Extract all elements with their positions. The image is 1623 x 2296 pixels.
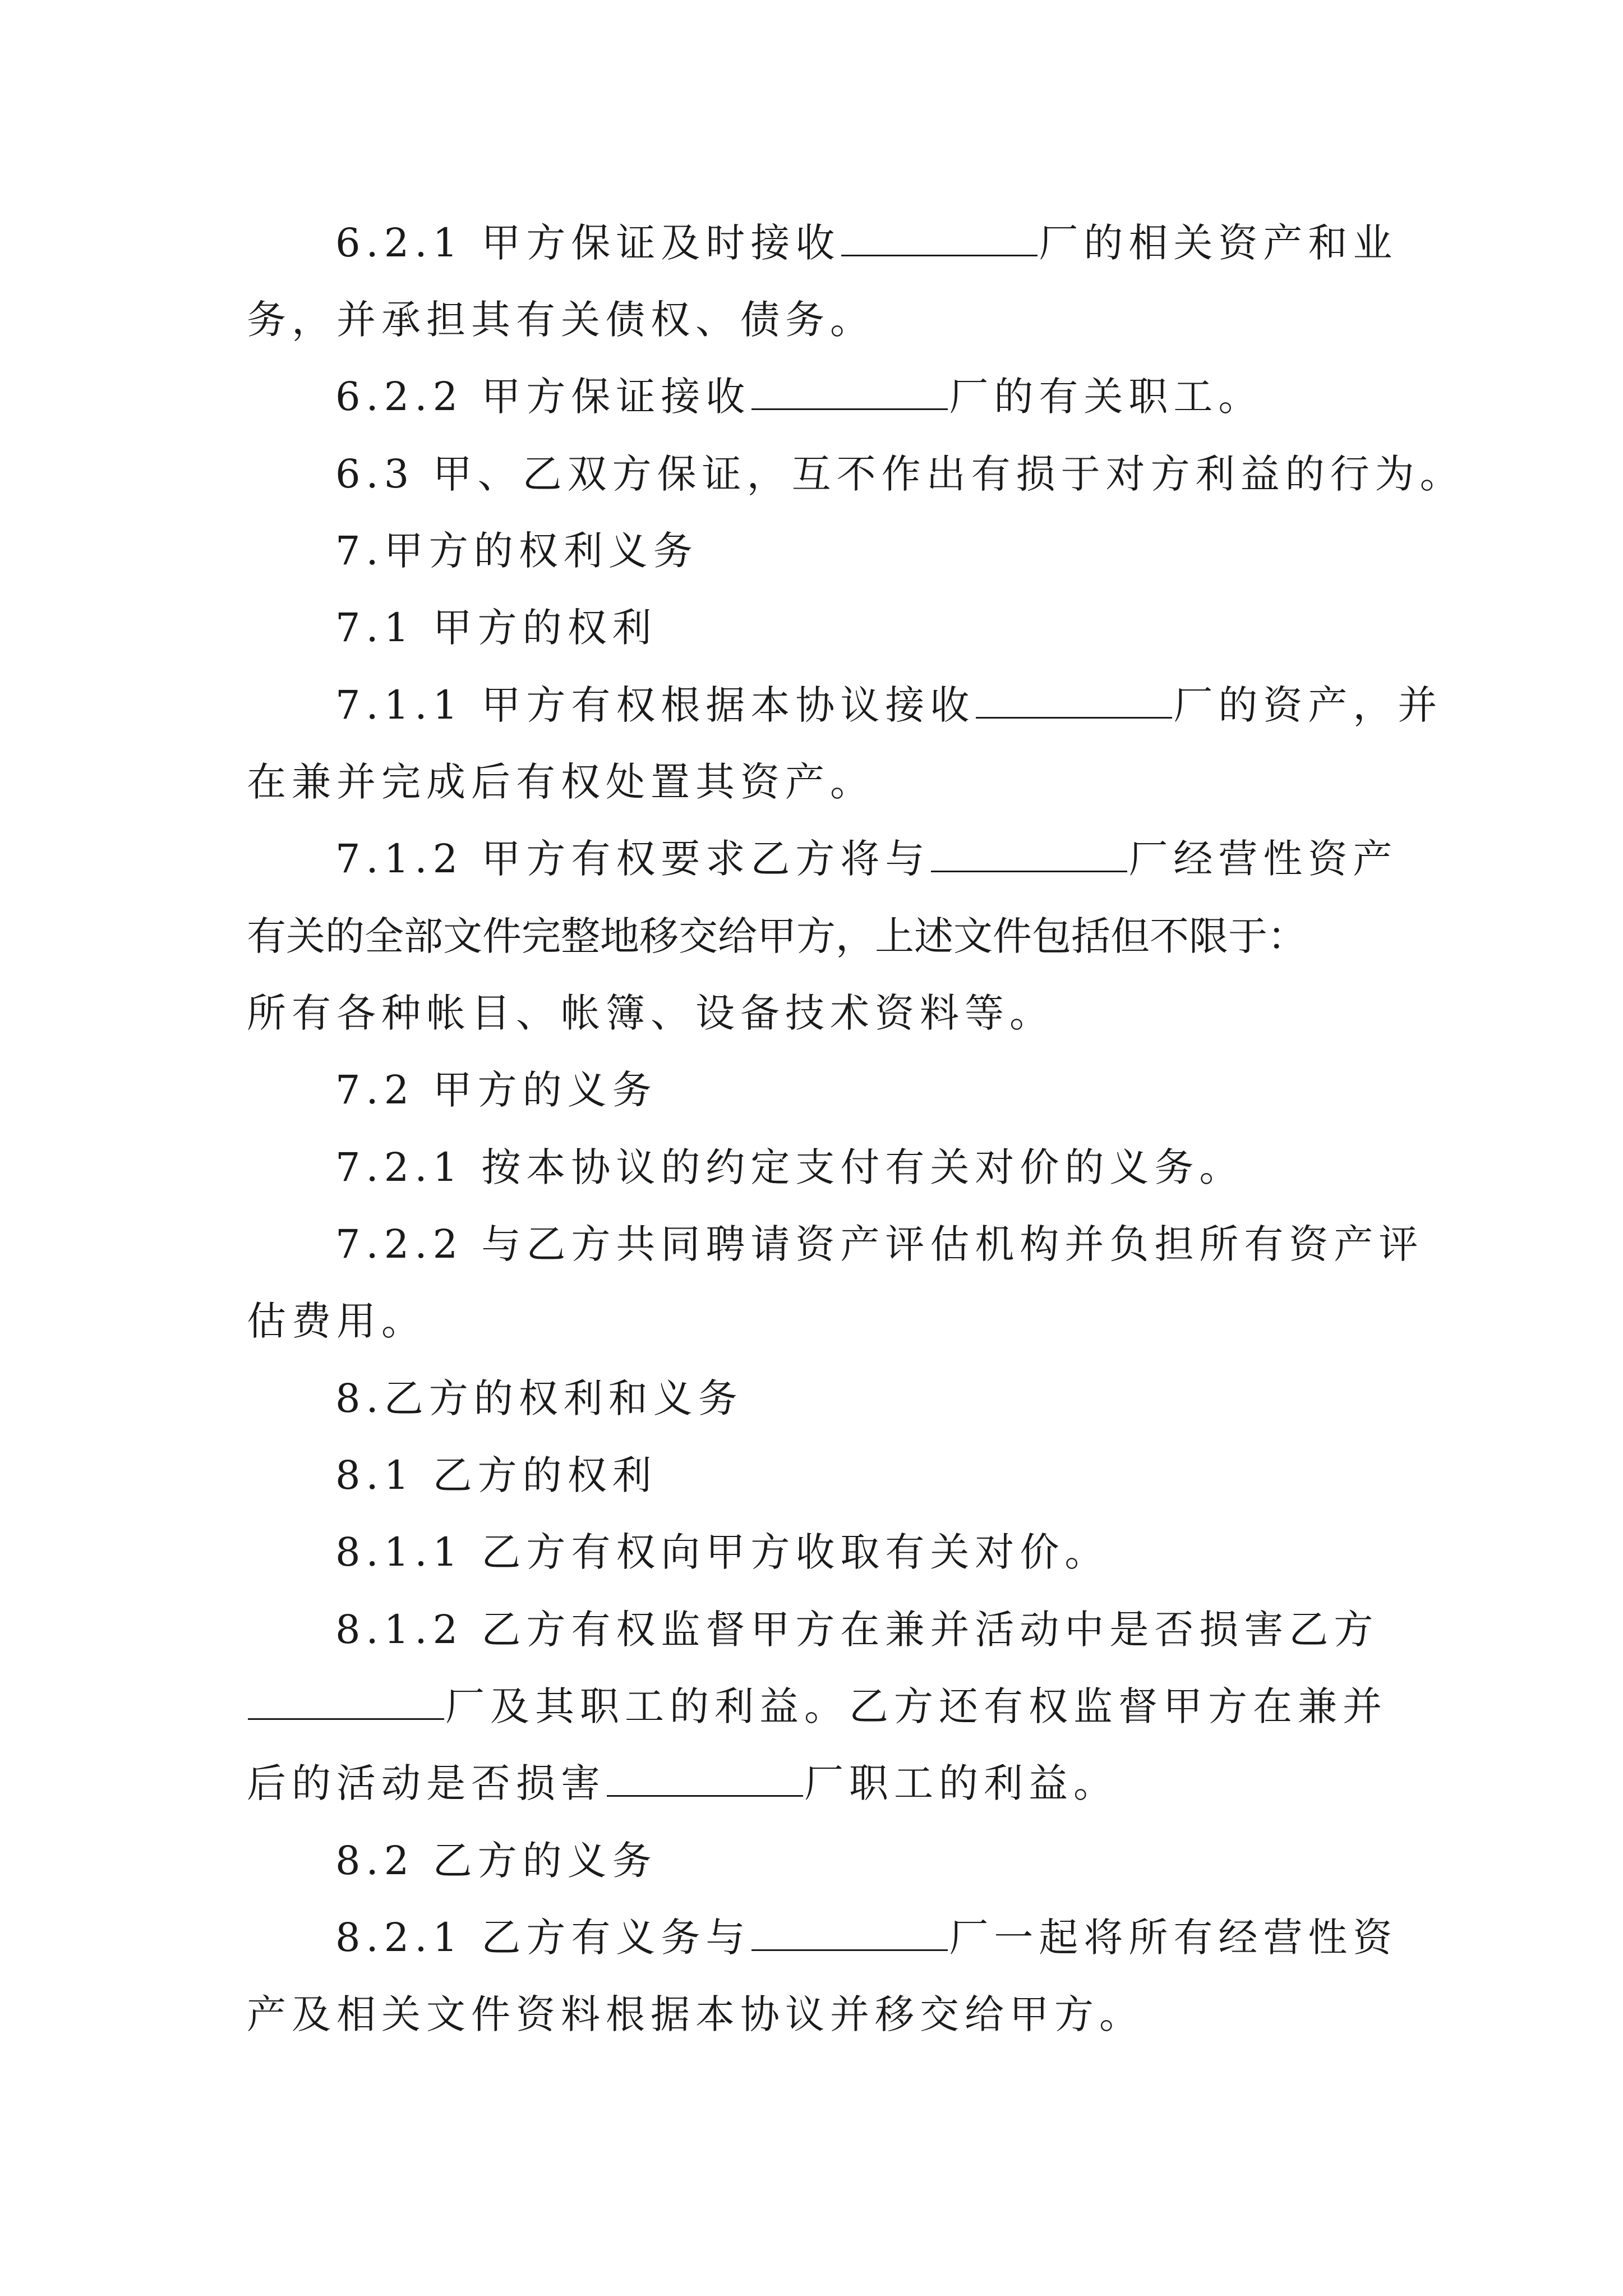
text-segment: 7.2.1 按本协议的约定支付有关对价的义务。 xyxy=(335,1144,1244,1190)
text-segment: 厂的资产，并 xyxy=(1173,682,1443,728)
line-8-1-2-cont xyxy=(0,1676,1623,1737)
text-segment: 8.2.1 乙方有义务与 xyxy=(335,1915,751,1961)
heading-7-1 xyxy=(0,597,1623,659)
text-segment: 8.1.1 乙方有权向甲方收取有关对价。 xyxy=(335,1529,1110,1575)
line-7-1-1-cont xyxy=(0,751,1623,813)
heading-8-2 xyxy=(0,1830,1623,1892)
text-segment: 估费用。 xyxy=(247,1298,426,1344)
heading-7 xyxy=(0,520,1623,582)
text-segment: 6.2.1 甲方保证及时接收 xyxy=(335,220,841,266)
heading-8 xyxy=(0,1368,1623,1429)
text-segment: 6.3 甲、乙双方保证，互不作出有损于对方利益的行为。 xyxy=(335,451,1465,497)
line-8-1-2 xyxy=(0,1599,1623,1660)
fill-blank xyxy=(751,1916,948,1951)
text-segment: 厂及其职工的利益。乙方还有权监督甲方在兼并 xyxy=(445,1683,1387,1729)
line-8-2-1-cont xyxy=(0,1984,1623,2045)
text-segment: 7.1.2 甲方有权要求乙方将与 xyxy=(335,836,930,882)
text-segment: 产及相关文件资料根据本协议并移交给甲方。 xyxy=(247,1991,1144,2037)
heading-8-1 xyxy=(0,1444,1623,1506)
text-segment: 务，并承担其有关债权、债务。 xyxy=(247,297,875,343)
text-segment: 厂职工的利益。 xyxy=(804,1760,1118,1806)
line-6-2-2 xyxy=(0,366,1623,427)
line-7-2-2-cont xyxy=(0,1290,1623,1352)
text-segment: 厂的有关职工。 xyxy=(949,374,1264,420)
line-8-1-1 xyxy=(0,1521,1623,1583)
line-7-1-1 xyxy=(0,674,1623,736)
line-6-3 xyxy=(0,443,1623,505)
line-6-2-1-cont xyxy=(0,289,1623,351)
line-7-1-2-cont xyxy=(0,905,1623,967)
text-segment: 厂经营性资产 xyxy=(1128,836,1398,882)
fill-blank xyxy=(841,221,1038,256)
text-segment: 8.1.2 乙方有权监督甲方在兼并活动中是否损害乙方 xyxy=(335,1607,1379,1653)
fill-blank xyxy=(751,375,948,410)
text-segment: 所有各种帐目、帐簿、设备技术资料等。 xyxy=(247,990,1054,1036)
heading-7-2 xyxy=(0,1059,1623,1121)
line-8-2-1 xyxy=(0,1907,1623,1968)
fill-blank xyxy=(976,683,1172,719)
fill-blank xyxy=(607,1761,803,1797)
text-segment: 有关的全部文件完整地移交给甲方，上述文件包括但不限于： xyxy=(247,913,1307,959)
text-segment: 厂的相关资产和业 xyxy=(1039,220,1398,266)
line-6-2-1 xyxy=(0,212,1623,274)
text-segment: 在兼并完成后有权处置其资产。 xyxy=(247,759,875,805)
text-segment: 7.2.2 与乙方共同聘请资产评估机构并负担所有资产评 xyxy=(335,1221,1424,1267)
text-segment: 厂一起将所有经营性资 xyxy=(949,1915,1398,1961)
line-8-1-2-cont-2 xyxy=(0,1752,1623,1814)
section-heading: 8.乙方的权利和义务 xyxy=(335,1375,743,1421)
text-segment: 7.1.1 甲方有权根据本协议接收 xyxy=(335,682,975,728)
fill-blank xyxy=(248,1685,444,1720)
section-heading: 8.1 乙方的权利 xyxy=(335,1452,657,1498)
line-7-1-2 xyxy=(0,828,1623,890)
section-heading: 7.1 甲方的权利 xyxy=(335,605,657,651)
section-heading: 7.甲方的权利义务 xyxy=(335,528,698,574)
text-segment: 6.2.2 甲方保证接收 xyxy=(335,374,751,420)
fill-blank xyxy=(931,837,1127,872)
section-heading: 7.2 甲方的义务 xyxy=(335,1067,657,1113)
line-7-2-1 xyxy=(0,1137,1623,1198)
line-7-2-2 xyxy=(0,1213,1623,1275)
line-7-1-2-cont-2 xyxy=(0,982,1623,1044)
section-heading: 8.2 乙方的义务 xyxy=(335,1838,657,1884)
text-segment: 后的活动是否损害 xyxy=(247,1760,606,1806)
